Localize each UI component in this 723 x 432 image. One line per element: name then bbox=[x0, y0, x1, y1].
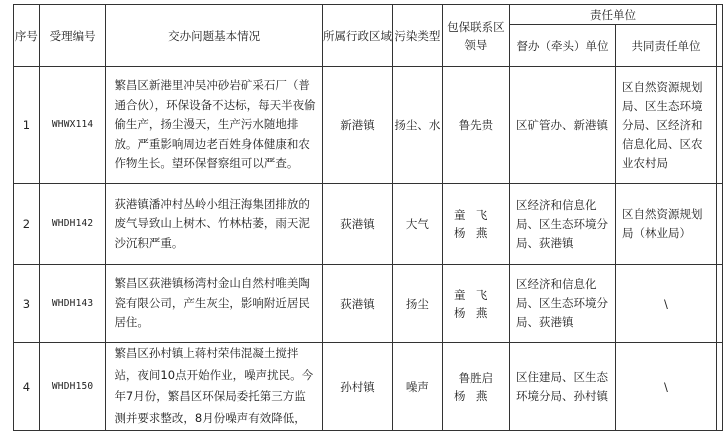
row-lead-unit: 区经济和信息化局、区生态环境分局、荻港镇 bbox=[510, 184, 616, 265]
table-row bbox=[14, 343, 723, 431]
row-joint-unit: \ bbox=[615, 343, 716, 431]
row-leader bbox=[442, 343, 509, 431]
row-issue: 繁昌区新港里冲吴冲砂岩矿采石厂（普通合伙），环保设备不达标，每天半夜偷偷生产，扬尘漫天，生产污水随地排放。严重影响周边老百姓身体健康和农作物生长。望环保督察组可以严查。 bbox=[106, 67, 322, 184]
row-seq: 4 bbox=[14, 343, 40, 431]
row-issue: 荻港镇潘冲村丛岭小组汪海集团排放的废气导致山上树木、竹林枯萎，雨天泥沙沉积严重。 bbox=[106, 184, 322, 265]
row-extra-cell bbox=[717, 184, 723, 265]
table-row bbox=[14, 265, 723, 343]
issue-text: 繁昌区孙村镇上蒋村荣伟混凝土搅拌站，夜间10点开始作业，噪声扰民。今年7月份，繁昌区环保局委托第三方监测并要求整改，8月份噪声有效降低， bbox=[114, 346, 314, 425]
row-district: 荻港镇 bbox=[322, 184, 392, 265]
header-pollution-type: 污染类型 bbox=[393, 5, 443, 67]
row-pollution-type: 大气 bbox=[393, 184, 443, 265]
leader-name: 杨燕 bbox=[453, 388, 498, 403]
row-leader bbox=[442, 184, 509, 265]
header-leader: 包保联系区领导 bbox=[442, 5, 509, 67]
leader-name: 鲁胜启 bbox=[458, 370, 494, 385]
header-joint-unit: 共同责任单位 bbox=[615, 25, 716, 67]
row-lead-unit: 区矿管办、新港镇 bbox=[510, 67, 616, 184]
header-seq: 序号 bbox=[14, 5, 40, 67]
row-case-no: WHWX114 bbox=[39, 67, 106, 184]
leader-name: 童飞 bbox=[453, 208, 498, 222]
header-lead-unit: 督办（牵头）单位 bbox=[510, 25, 616, 67]
header-district: 所属行政区域 bbox=[322, 5, 392, 67]
row-case-no: WHDH143 bbox=[39, 265, 106, 343]
row-lead-unit: 区经济和信息化局、区生态环境分局、荻港镇 bbox=[510, 265, 616, 343]
issue-assignment-table bbox=[13, 4, 723, 431]
row-extra-cell bbox=[717, 265, 723, 343]
header-responsible-units: 责任单位 bbox=[510, 5, 717, 25]
row-case-no: WHDH142 bbox=[39, 184, 106, 265]
header-extra-column bbox=[717, 5, 723, 67]
row-pollution-type: 扬尘、水 bbox=[393, 67, 443, 184]
row-extra-cell bbox=[717, 343, 723, 431]
row-seq: 2 bbox=[14, 184, 40, 265]
row-joint-unit: \ bbox=[615, 265, 716, 343]
row-district: 新港镇 bbox=[322, 67, 392, 184]
table-row bbox=[14, 184, 723, 265]
row-pollution-type: 扬尘 bbox=[393, 265, 443, 343]
header-issue: 交办问题基本情况 bbox=[106, 5, 322, 67]
leader-name: 杨燕 bbox=[453, 226, 498, 240]
header-case-no: 受理编号 bbox=[39, 5, 106, 67]
row-seq: 3 bbox=[14, 265, 40, 343]
row-joint-unit: 区自然资源规划局、区生态环境分局、区经济和信息化局、区农业农村局 bbox=[615, 67, 716, 184]
row-seq: 1 bbox=[14, 67, 40, 184]
row-district: 荻港镇 bbox=[322, 265, 392, 343]
row-joint-unit: 区自然资源规划局（林业局） bbox=[615, 184, 716, 265]
row-pollution-type: 噪声 bbox=[393, 343, 443, 431]
leader-name: 杨燕 bbox=[453, 305, 498, 320]
row-district: 孙村镇 bbox=[322, 343, 392, 431]
row-extra-cell bbox=[717, 67, 723, 184]
leader-name: 童飞 bbox=[453, 287, 498, 302]
row-issue: 繁昌区荻港镇杨湾村金山自然村唯美陶瓷有限公司，产生灰尘，影响附近居民居住。 bbox=[106, 265, 322, 343]
row-case-no: WHDH150 bbox=[39, 343, 106, 431]
leader-name: 鲁先贵 bbox=[458, 118, 494, 132]
row-leader bbox=[442, 265, 509, 343]
row-lead-unit: 区住建局、区生态环境分局、孙村镇 bbox=[510, 343, 616, 431]
table-row bbox=[14, 67, 723, 184]
row-issue bbox=[106, 343, 322, 431]
row-leader bbox=[442, 67, 509, 184]
